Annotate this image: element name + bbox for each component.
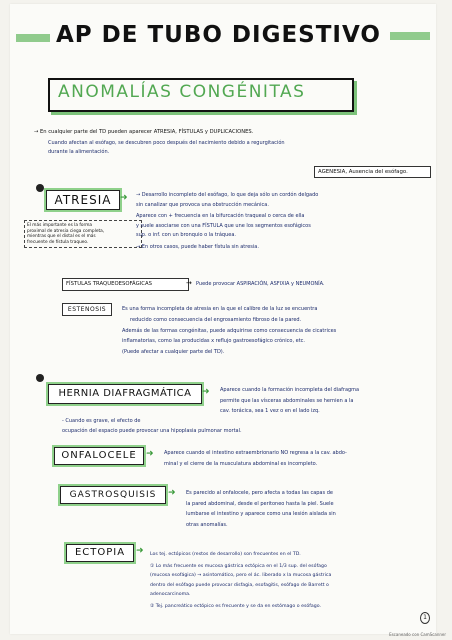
hernia-heading: HERNIA DIAFRAGMÁTICA	[48, 384, 202, 404]
fistulas-heading: FÍSTULAS TRAQUEOESOFÁGICAS	[62, 278, 189, 291]
ectopia-line: (mucosa esofágica) → asintomático, pero el ác. liberado x la mucosa gástrica	[150, 573, 332, 578]
atresia-line: → En otros casos, puede haber fístula sin atresia.	[136, 243, 259, 250]
onfalocele-text	[164, 450, 434, 467]
scanner-label: Escaneado con CamScanner	[389, 632, 446, 637]
arrow-right-icon: ➜	[168, 488, 176, 498]
gastrosquisis-line: la pared abdominal, desde el peritoneo hasta la piel. Suele	[186, 500, 334, 507]
ectopia-heading: ECTOPIA	[66, 544, 134, 562]
ectopia-line: Los tej. ectópicos (restos de desarrollo) son frecuentes en el TD.	[150, 552, 301, 557]
ectopia-line: dentro del esófago puede provocar disfagia, esofagitis, esófago de Barrett o	[150, 582, 329, 588]
arrow-right-icon: ➜	[136, 546, 144, 556]
arrow-right-icon: ➜	[146, 449, 154, 459]
atresia-side-note-line: mientras que el distal es el más	[27, 234, 96, 240]
hernia-note-line: - Cuando es grave, el efecto de	[62, 418, 141, 424]
atresia-side-note	[24, 220, 142, 248]
gastrosquisis-line: lumbarse el intestino y aparece como una lesión aislada sin	[186, 511, 336, 517]
atresia-line: y suele asociarse con una FÍSTULA que une los segmentos esofágicos	[136, 222, 311, 229]
hernia-line: permite que las vísceras abdominales se hernien a la	[220, 397, 354, 404]
title-highlight-left	[16, 34, 50, 42]
agenesia-note: AGENESIA, Ausencia del esófago.	[314, 166, 431, 178]
section-bullet-icon	[36, 374, 44, 382]
intro-line-2: Cuando afectan al esófago, se descubren poco después del nacimiento debido a regurgitación	[48, 140, 285, 146]
atresia-side-note-line: proximal de atresia ciega completa,	[27, 228, 105, 234]
page-number: 1	[420, 612, 430, 624]
onfalocele-line: Aparece cuando el intestino extraembrionario NO regresa a la cav. abdo-	[164, 450, 347, 456]
estenosis-heading: ESTENOSIS	[62, 303, 112, 316]
page-subtitle: ANOMALÍAS CONGÉNITAS	[58, 82, 306, 102]
hernia-note	[62, 418, 362, 434]
fistulas-text: Puede provocar ASPIRACIÓN, ASFIXIA y NEUMONÍA.	[196, 281, 325, 287]
hernia-note-line: ocupación del espacio puede provocar una hipoplasia pulmonar mortal.	[62, 427, 242, 434]
section-bullet-icon	[36, 184, 44, 192]
ectopia-line: ② Tej. pancreático ectópico es frecuente y se da en estómago o esófago.	[150, 603, 322, 609]
arrow-right-icon: →	[186, 279, 192, 287]
atresia-line: sup. o inf. con un bronquio o la tráquea.	[136, 232, 236, 238]
estenosis-line: inflamatorias, como las producidas x reflujo gastroesofágico crónico, etc.	[122, 337, 306, 344]
atresia-text	[136, 192, 432, 250]
estenosis-line: reducido como consecuencia del engrosamiento fibroso de la pared.	[130, 316, 302, 323]
atresia-line: → Desarrollo incompleto del esófago, lo que deja sólo un cordón delgado	[136, 192, 319, 198]
gastrosquisis-heading: GASTROSQUISIS	[60, 486, 166, 504]
estenosis-line: Es una forma incompleta de atresia en la que el calibre de la luz se encuentra	[122, 306, 318, 312]
atresia-heading: ATRESIA	[46, 190, 120, 210]
atresia-line: Aparece con + frecuencia en la bifurcación traqueal o cerca de ella	[136, 213, 305, 219]
arrow-right-icon: ➜	[202, 387, 210, 397]
gastrosquisis-line: Es parecido al onfalocele, pero afecta a todas las capas de	[186, 490, 333, 496]
ectopia-line: ① Lo más frecuente es mucosa gástrica ectópica en el 1/3 sup. del esófago	[150, 563, 327, 569]
estenosis-text	[122, 306, 434, 356]
estenosis-line: Además de las formas congénitas, puede adquirirse como consecuencia de cicatrices	[122, 328, 337, 334]
intro-line-1: → En cualquier parte del TD pueden aparecer ATRESIA, FÍSTULAS y DUPLICACIONES.	[34, 129, 254, 135]
page-title: AP DE TUBO DIGESTIVO	[56, 22, 381, 48]
atresia-line: sin canalizar que provoca una obstrucción mecánica.	[136, 201, 269, 208]
estenosis-line: (Puede afectar a cualquier parte del TD).	[122, 349, 225, 355]
atresia-side-note-line: El más importante es la forma	[27, 223, 93, 228]
intro-line-3: durante la alimentación.	[48, 149, 110, 155]
ectopia-text	[150, 552, 434, 610]
atresia-side-note-line: frecuente de fístula traqueo.	[27, 239, 89, 245]
hernia-line: cav. torácica, sea 1 vez o en el lado izq.	[220, 408, 320, 414]
onfalocele-heading: ONFALOCELE	[54, 447, 144, 465]
onfalocele-line: minal y el cierre de la musculatura abdominal es incompleto.	[164, 460, 318, 467]
note-page	[10, 4, 436, 634]
hernia-line: Aparece cuando la formación incompleta del diafragma	[220, 387, 360, 393]
hernia-text	[220, 387, 434, 415]
arrow-right-icon: ➜	[120, 193, 128, 203]
gastrosquisis-line: otras anomalías.	[186, 521, 228, 528]
gastrosquisis-text	[186, 490, 434, 528]
ectopia-line: adenocarcinoma.	[150, 592, 191, 597]
